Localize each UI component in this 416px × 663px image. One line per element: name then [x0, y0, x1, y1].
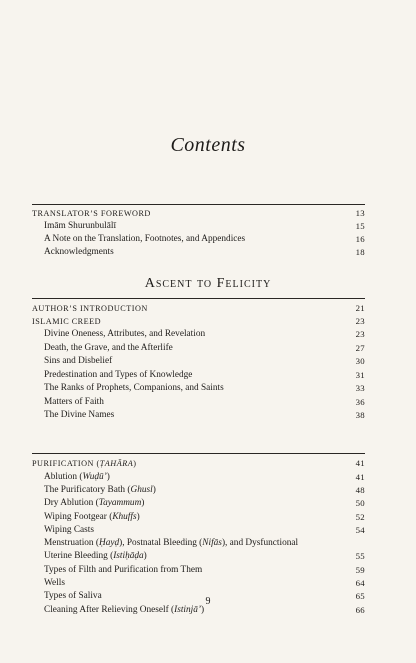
- contents-entry: [32, 355, 365, 368]
- entry-title: Death, the Grave, and the Afterlife: [44, 343, 173, 353]
- entry-page-number: 23: [355, 329, 365, 339]
- contents-entry: [32, 409, 365, 422]
- entry-page-number: 66: [355, 605, 365, 615]
- contents-entry: [32, 246, 365, 259]
- entry-page-number: 41: [355, 472, 365, 482]
- entry-page-number: 65: [355, 591, 365, 601]
- entry-title: Acknowledgments: [44, 247, 114, 257]
- entry-page-number: 15: [355, 221, 365, 231]
- contents-entry: [32, 511, 365, 524]
- entry-title: Predestination and Types of Knowledge: [44, 370, 193, 380]
- contents-entry: [32, 577, 365, 590]
- entry-title: Imām Shurunbulālī: [44, 221, 117, 231]
- entry-page-number: 52: [355, 512, 365, 522]
- entry-page-number: 21: [355, 303, 365, 313]
- entry-page-number: 55: [355, 551, 365, 561]
- entry-title: Divine Oneness, Attributes, and Revelation: [44, 329, 206, 339]
- contents-entry: [32, 484, 365, 497]
- contents-entry: [32, 233, 365, 246]
- entry-title: Matters of Faith: [44, 397, 104, 407]
- page-title: Contents: [170, 134, 246, 156]
- entry-title: Types of Saliva: [44, 591, 102, 601]
- entry-page-number: 38: [355, 410, 365, 420]
- contents-entry: [32, 524, 365, 537]
- entry-title: Wells: [44, 578, 65, 588]
- entry-title: Uterine Bleeding (Istiḥāḍa): [44, 551, 147, 561]
- entry-page-number: 41: [355, 458, 365, 468]
- contents-heading: [32, 302, 365, 315]
- entry-page-number: 27: [355, 343, 365, 353]
- entry-title: A Note on the Translation, Footnotes, and Appendices: [44, 234, 246, 244]
- rule-foreword: [32, 204, 365, 205]
- entry-title: ISLAMIC CREED: [32, 317, 102, 326]
- entry-title: The Purificatory Bath (Ghusl): [44, 485, 156, 495]
- entry-page-number: 13: [355, 208, 365, 218]
- entry-title: Types of Filth and Purification from Them: [44, 565, 203, 575]
- rule-main: [32, 298, 365, 299]
- entry-title: The Ranks of Prophets, Companions, and Saints: [44, 383, 224, 393]
- contents-entry: [32, 220, 365, 233]
- contents-entry: [32, 471, 365, 484]
- contents-entry: [32, 396, 365, 409]
- contents-entry: [32, 564, 365, 577]
- entry-title: Wiping Footgear (Khuffs): [44, 512, 140, 522]
- contents-entry: [32, 382, 365, 395]
- entry-title: AUTHOR’S INTRODUCTION: [32, 304, 148, 313]
- rule-purification: [32, 453, 365, 454]
- contents-heading: [32, 457, 365, 470]
- contents-heading: [32, 315, 365, 328]
- entry-page-number: 33: [355, 383, 365, 393]
- entry-title: Sins and Disbelief: [44, 356, 113, 366]
- contents-entry: [32, 328, 365, 341]
- contents-entry: [32, 550, 365, 563]
- entry-page-number: 54: [355, 525, 365, 535]
- entry-title: PURIFICATION (ṬAHĀRA): [32, 459, 137, 468]
- contents-entry: [32, 497, 365, 510]
- entry-page-number: 18: [355, 247, 365, 257]
- entry-page-number: 31: [355, 370, 365, 380]
- entry-page-number: 16: [355, 234, 365, 244]
- entry-page-number: 23: [355, 316, 365, 326]
- entry-title: Dry Ablution (Tayammum): [44, 498, 145, 508]
- entry-title: Ablution (Wuḍū’): [44, 472, 110, 482]
- contents-entry: [32, 369, 365, 382]
- entry-page-number: 48: [355, 485, 365, 495]
- entry-page-number: 36: [355, 397, 365, 407]
- entry-page-number: 50: [355, 498, 365, 508]
- entry-title: Wiping Casts: [44, 525, 94, 535]
- entry-title: Cleaning After Relieving Oneself (Istinjā’): [44, 605, 205, 615]
- entry-page-number: 64: [355, 578, 365, 588]
- entry-title: The Divine Names: [44, 410, 115, 420]
- section-title: Ascent to Felicity: [144, 276, 272, 291]
- entry-page-number: 30: [355, 356, 365, 366]
- entry-title: TRANSLATOR’S FOREWORD: [32, 209, 151, 218]
- entry-title: Menstruation (Ḥayḍ), Postnatal Bleeding (Nifās), and Dysfunctional: [44, 538, 299, 548]
- contents-entry: [32, 342, 365, 355]
- page-number: 9: [205, 596, 211, 607]
- contents-heading: [32, 207, 365, 220]
- entry-page-number: 59: [355, 565, 365, 575]
- contents-entry: [32, 537, 365, 550]
